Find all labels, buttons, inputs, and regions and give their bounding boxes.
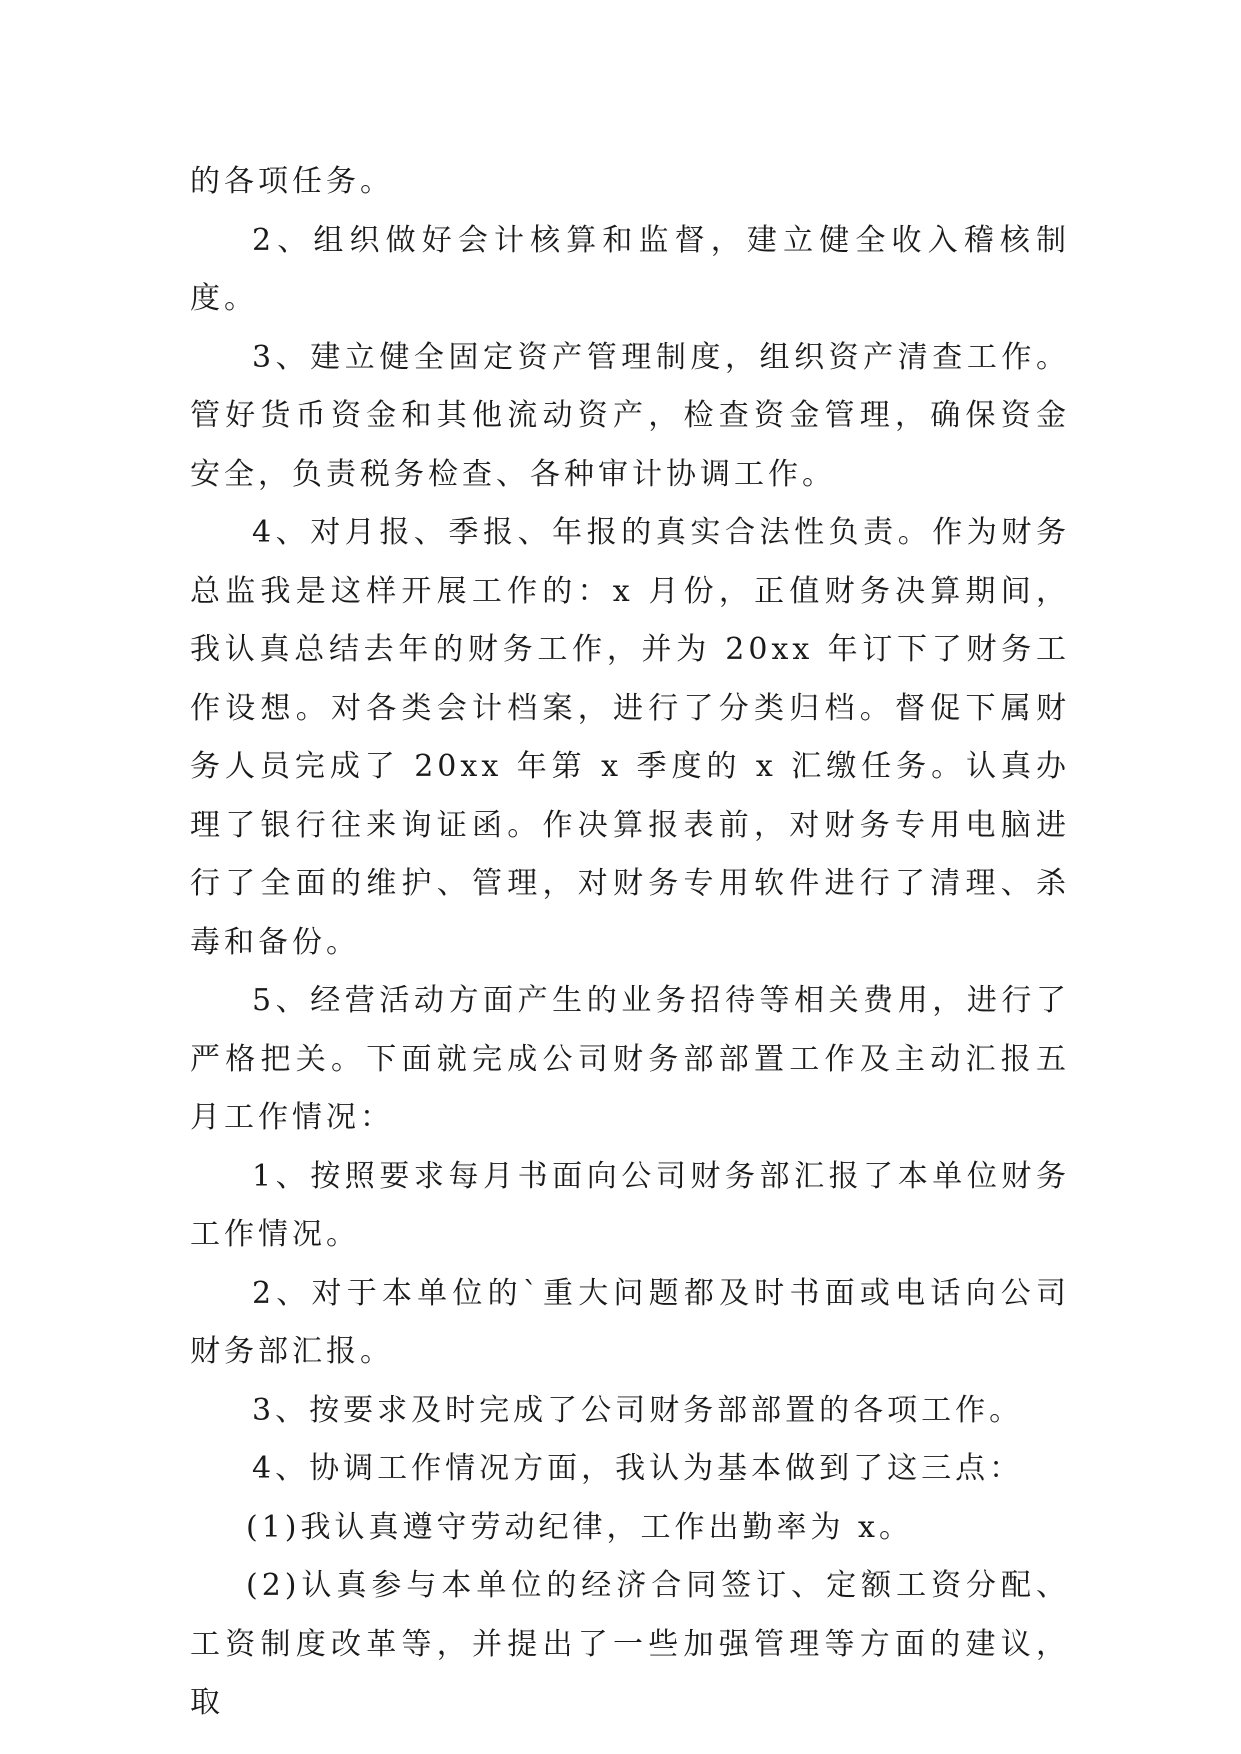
paragraph-11: (2)认真参与本单位的经济合同签订、定额工资分配、工资制度改革等，并提出了一些加强管理等方面的建议，取 xyxy=(190,1568,1070,1720)
paragraph-7: 2、对于本单位的`重大问题都及时书面或电话向公司财务部汇报。 xyxy=(190,1275,1070,1369)
paragraph-5: 5、经营活动方面产生的业务招待等相关费用，进行了严格把关。下面就完成公司财务部部置工作及主动汇报五月工作情况： xyxy=(190,983,1070,1135)
paragraph-1: 的各项任务。 xyxy=(190,164,394,199)
document-body xyxy=(190,153,1070,1733)
paragraph-8: 3、按要求及时完成了公司财务部部置的各项工作。 xyxy=(252,1392,1024,1428)
paragraph-3: 3、建立健全固定资产管理制度，组织资产清查工作。管好货币资金和其他流动资产，检查资金管理，确保资金安全，负责税务检查、各种审计协调工作。 xyxy=(190,339,1070,492)
paragraph-9: 4、协调工作情况方面，我认为基本做到了这三点： xyxy=(252,1451,1024,1486)
paragraph-4: 4、对月报、季报、年报的真实合法性负责。作为财务总监我是这样开展工作的：x 月份，正值财务决算期间，我认真总结去年的财务工作，并为 20xx 年订下了财务工作设想。对各类会计档案，进行了分类归档。督促下属财务人员完成了 20xx 年第 x 季度的 x 汇缴任务。认真办理了银行往来询证函。作决算报表前，对财务专用电脑进行了全面的维护、管理，对财务专用软件进行了清理、杀毒和备份。 xyxy=(190,515,1070,960)
paragraph-6: 1、按照要求每月书面向公司财务部汇报了本单位财务工作情况。 xyxy=(190,1158,1070,1252)
paragraph-10: (1)我认真遵守劳动纪律，工作出勤率为 x。 xyxy=(246,1509,913,1545)
paragraph-2: 2、组织做好会计核算和监督，建立健全收入稽核制度。 xyxy=(190,222,1070,316)
